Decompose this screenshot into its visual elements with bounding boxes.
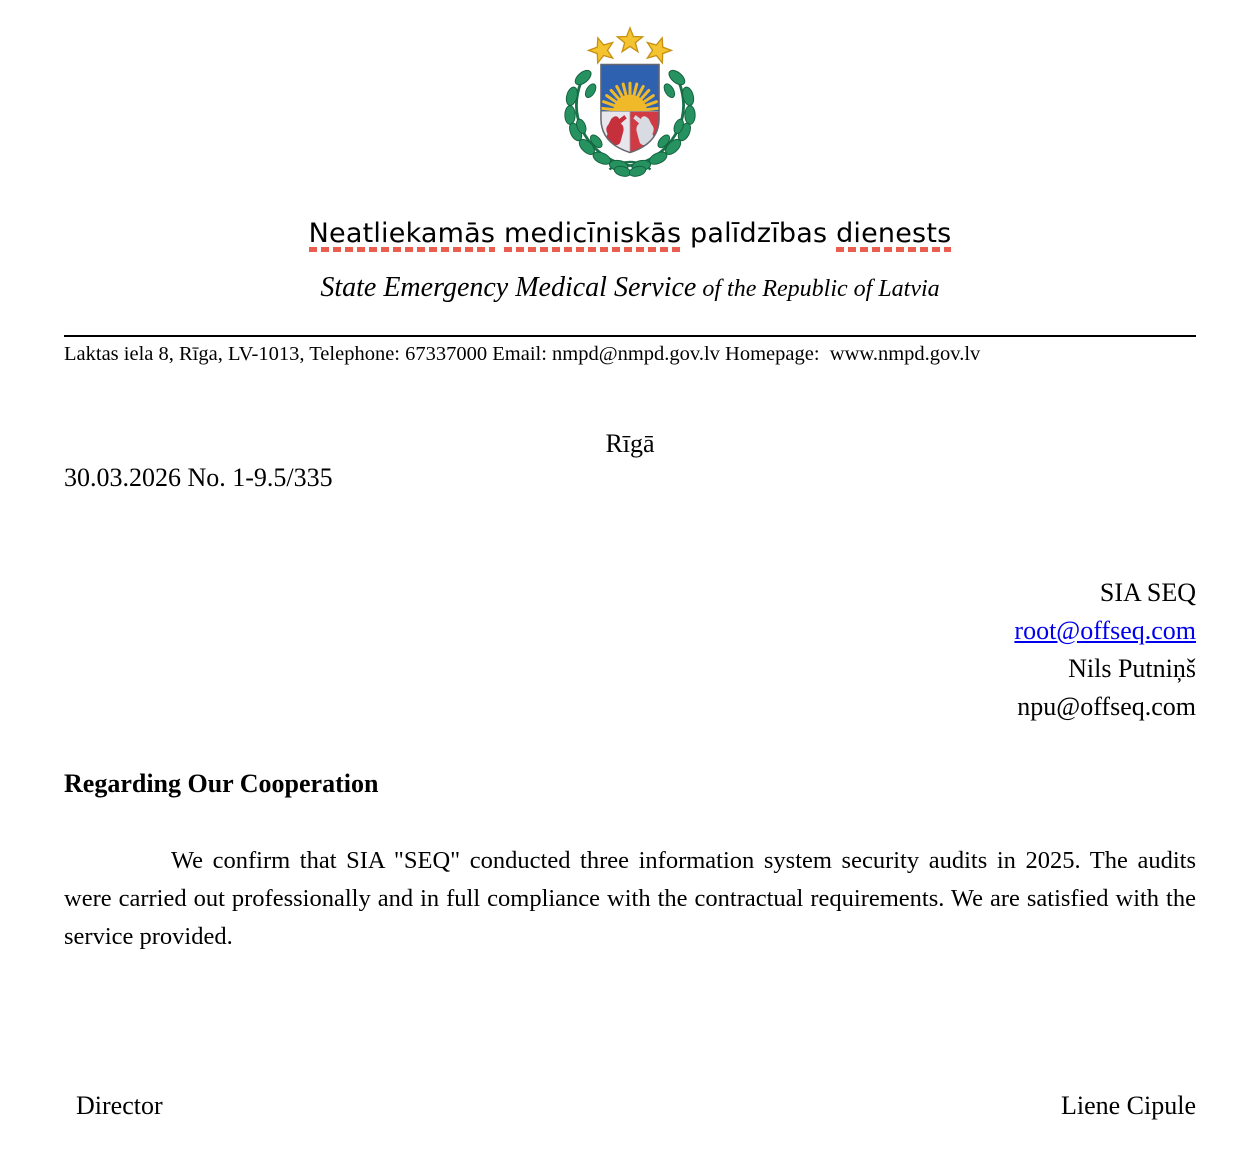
contact-line: Laktas iela 8, Rīga, LV-1013, Telephone: 67337000 Email: nmpd@nmpd.gov.lv Homepage: www.nmpd.gov.lv xyxy=(64,343,981,365)
org-name-latvian xyxy=(64,217,1196,251)
recipient-contact-name: Nils Putniņš xyxy=(1068,654,1196,683)
recipient-email-row xyxy=(64,612,1196,650)
org-word-misspelled: Neatliekamās xyxy=(309,218,496,252)
latvia-coat-of-arms-icon xyxy=(555,25,705,177)
recipient-block xyxy=(64,574,1196,726)
date-reference-line: 30.03.2026 No. 1-9.5/335 xyxy=(64,463,333,492)
recipient-email-link[interactable]: root@offseq.com xyxy=(1014,616,1196,645)
body-paragraph: We confirm that SIA "SEQ" conducted three information system security audits in 2025. The audits were carried out professionally and in full compliance with the contractual requirements. We are satisfied with the service provided. xyxy=(64,847,1196,950)
recipient-company: SIA SEQ xyxy=(1099,578,1196,607)
recipient-contact-email: npu@offseq.com xyxy=(1017,692,1196,721)
place-line: Rīgā xyxy=(605,429,655,458)
org-name-english xyxy=(64,271,1196,309)
org-word-misspelled: medicīniskās xyxy=(504,218,681,252)
signature-row xyxy=(64,1090,1196,1122)
org-word-misspelled: dienests xyxy=(836,218,951,252)
subject-line: Regarding Our Cooperation xyxy=(64,769,379,798)
org-word: palīdzības xyxy=(690,218,828,249)
signature-name: Liene Cipule xyxy=(1060,1091,1196,1120)
org-name-english-main: State Emergency Medical Service xyxy=(320,272,697,303)
org-name-english-rest: of the Republic of Latvia xyxy=(696,276,940,302)
signature-title: Director xyxy=(76,1091,163,1120)
